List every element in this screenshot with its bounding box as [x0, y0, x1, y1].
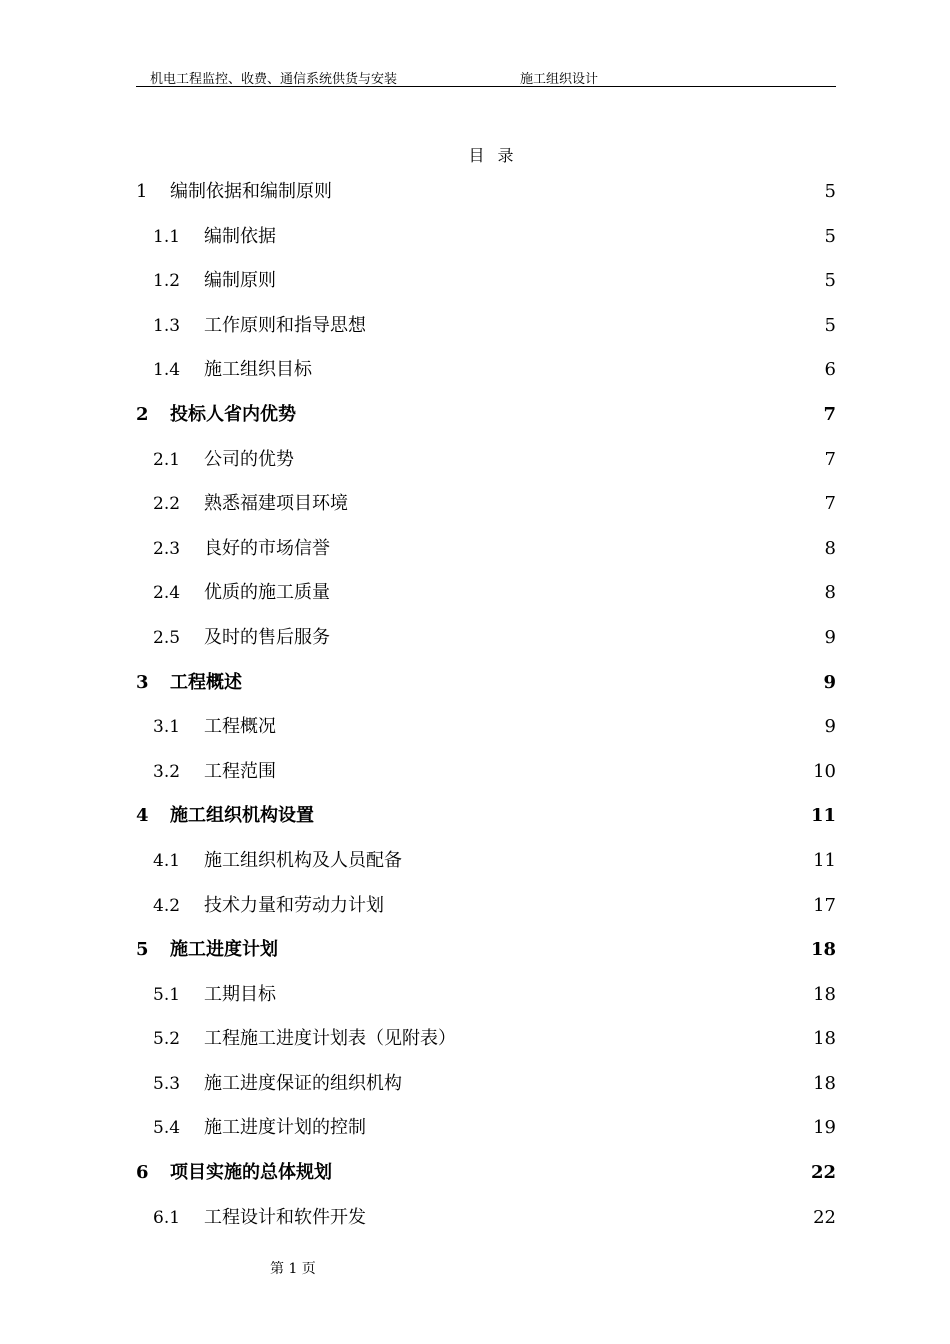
toc-entry-page: 22 — [813, 1206, 836, 1228]
table-of-contents — [136, 170, 836, 1240]
toc-entry-number: 6 — [136, 1162, 149, 1184]
toc-entry[interactable] — [136, 1017, 836, 1062]
toc-entry-title: 施工组织机构及人员配备 — [204, 849, 402, 871]
toc-entry-title: 编制依据和编制原则 — [170, 181, 332, 202]
toc-entry-page: 6 — [824, 359, 836, 381]
toc-entry[interactable] — [136, 705, 836, 750]
toc-entry[interactable] — [136, 259, 836, 304]
toc-entry[interactable] — [136, 1196, 836, 1241]
toc-entry-number: 4.2 — [153, 895, 181, 916]
toc-entry-title: 及时的售后服务 — [204, 626, 330, 648]
toc-entry-page: 5 — [824, 225, 836, 247]
toc-entry-title: 编制原则 — [204, 270, 276, 292]
toc-entry-page: 8 — [824, 582, 836, 604]
toc-entry-page: 22 — [810, 1162, 836, 1184]
toc-entry-number: 2.1 — [153, 449, 181, 470]
toc-entry-title: 施工组织目标 — [204, 359, 312, 381]
toc-entry-number: 5.1 — [153, 984, 181, 1005]
toc-entry-number: 3.2 — [153, 761, 181, 782]
toc-entry-title: 施工进度计划 — [170, 939, 278, 961]
toc-entry[interactable] — [136, 928, 836, 973]
toc-heading — [0, 143, 950, 166]
header-document-type: 施工组织设计 — [520, 72, 599, 87]
toc-entry-page: 7 — [823, 403, 836, 425]
toc-entry-page: 19 — [813, 1117, 836, 1139]
toc-entry-number: 2.4 — [153, 583, 181, 604]
toc-entry[interactable] — [136, 527, 836, 572]
toc-heading-text: 目 录 — [468, 146, 518, 165]
toc-entry-page: 10 — [813, 760, 836, 782]
toc-entry-title: 技术力量和劳动力计划 — [204, 894, 384, 916]
toc-entry-number: 1.2 — [153, 271, 181, 292]
toc-entry-page: 11 — [813, 849, 836, 871]
toc-entry-page: 11 — [810, 805, 836, 827]
toc-entry[interactable] — [136, 438, 836, 483]
toc-entry[interactable] — [136, 393, 836, 438]
toc-entry-title: 工程概述 — [170, 671, 242, 693]
toc-entry-number: 1.3 — [153, 315, 181, 336]
toc-entry[interactable] — [136, 348, 836, 393]
toc-entry-title: 工程设计和软件开发 — [204, 1206, 366, 1228]
toc-entry[interactable] — [136, 215, 836, 260]
toc-entry-page: 18 — [813, 983, 836, 1005]
toc-entry[interactable] — [136, 884, 836, 929]
toc-entry-title: 编制依据 — [204, 225, 276, 247]
toc-entry[interactable] — [136, 839, 836, 884]
toc-entry-number: 4 — [136, 805, 149, 827]
page-header — [136, 66, 836, 87]
toc-entry-page: 9 — [824, 626, 836, 648]
toc-entry-page: 5 — [824, 181, 836, 202]
toc-entry-title: 良好的市场信誉 — [204, 537, 330, 559]
toc-entry-page: 5 — [824, 314, 836, 336]
toc-entry-page: 18 — [813, 1028, 836, 1050]
toc-entry-number: 3 — [136, 671, 149, 693]
toc-entry-number: 2 — [136, 403, 149, 425]
toc-entry-title: 工程概况 — [204, 716, 276, 738]
toc-entry-title: 工程范围 — [204, 760, 276, 782]
toc-entry[interactable] — [136, 661, 836, 706]
toc-entry-number: 2.5 — [153, 627, 181, 648]
toc-entry-page: 8 — [824, 537, 836, 559]
toc-entry-title: 工作原则和指导思想 — [204, 314, 366, 336]
toc-entry[interactable] — [136, 794, 836, 839]
toc-entry-title: 优质的施工质量 — [204, 582, 330, 604]
toc-entry-number: 3.1 — [153, 717, 181, 738]
toc-entry-title: 熟悉福建项目环境 — [204, 493, 348, 515]
toc-entry[interactable] — [136, 1106, 836, 1151]
toc-entry-page: 18 — [813, 1072, 836, 1094]
toc-entry-page: 9 — [823, 671, 836, 693]
toc-entry[interactable] — [136, 616, 836, 661]
toc-entry[interactable] — [136, 482, 836, 527]
toc-entry-number: 6.1 — [153, 1207, 181, 1228]
toc-entry[interactable] — [136, 1062, 836, 1107]
toc-entry-title: 投标人省内优势 — [170, 403, 296, 425]
page-number: 第 1 页 — [270, 1261, 316, 1277]
toc-entry-number: 2.3 — [153, 538, 181, 559]
toc-entry[interactable] — [136, 973, 836, 1018]
header-project-title: 机电工程监控、收费、通信系统供货与安装 — [150, 72, 398, 87]
toc-entry-page: 9 — [824, 716, 836, 738]
toc-entry[interactable] — [136, 750, 836, 795]
toc-entry-title: 工程施工进度计划表（见附表） — [204, 1028, 456, 1050]
toc-entry-number: 1.1 — [153, 226, 181, 247]
toc-entry-title: 施工进度计划的控制 — [204, 1117, 366, 1139]
toc-entry-page: 18 — [810, 939, 836, 961]
toc-entry[interactable] — [136, 1151, 836, 1196]
toc-entry-title: 项目实施的总体规划 — [170, 1162, 332, 1184]
toc-entry-number: 5 — [136, 939, 149, 961]
toc-entry-page: 7 — [824, 448, 836, 470]
toc-entry[interactable] — [136, 571, 836, 616]
toc-entry-page: 5 — [824, 270, 836, 292]
toc-entry-title: 工期目标 — [204, 983, 276, 1005]
toc-entry-number: 5.3 — [153, 1073, 181, 1094]
toc-entry-title: 公司的优势 — [204, 448, 294, 470]
toc-entry-number: 4.1 — [153, 850, 181, 871]
toc-entry-number: 1 — [136, 181, 148, 202]
toc-entry-title: 施工进度保证的组织机构 — [204, 1072, 402, 1094]
toc-entry-number: 5.2 — [153, 1029, 181, 1050]
toc-entry-title: 施工组织机构设置 — [170, 805, 314, 827]
toc-entry-number: 1.4 — [153, 360, 181, 381]
toc-entry-page: 7 — [824, 493, 836, 515]
toc-entry[interactable] — [136, 304, 836, 349]
toc-entry-page: 17 — [813, 894, 836, 916]
toc-entry-number: 5.4 — [153, 1118, 181, 1139]
toc-entry[interactable] — [136, 170, 836, 215]
toc-entry-number: 2.2 — [153, 494, 181, 515]
